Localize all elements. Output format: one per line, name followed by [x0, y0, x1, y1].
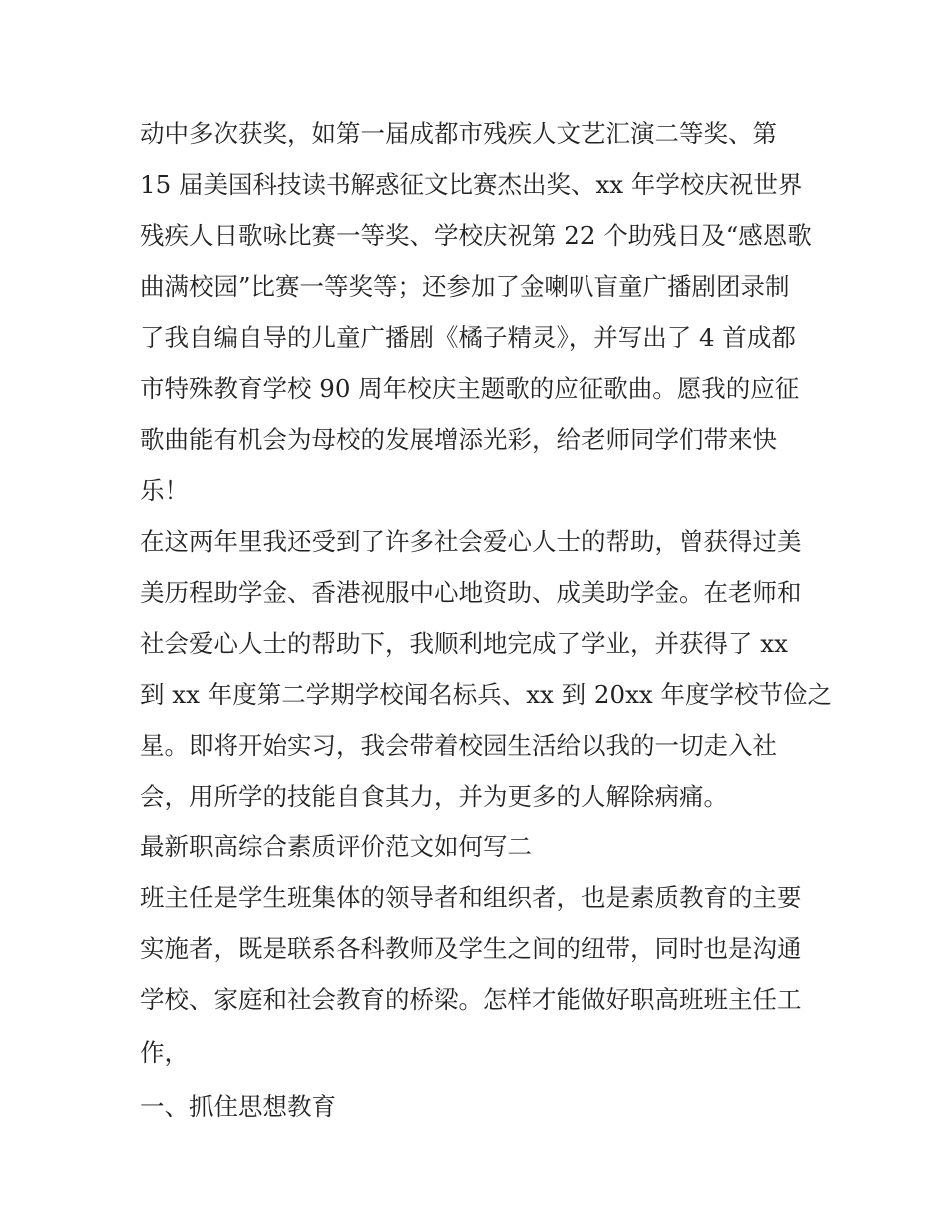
- text-line: 乐！: [140, 476, 189, 505]
- text-line: 在这两年里我还受到了许多社会爱心人士的帮助，曾获得过美: [140, 527, 802, 556]
- text-line: 美历程助学金、香港视服中心地资助、成美助学金。在老师和: [140, 578, 802, 607]
- subsection-title: 一、抓住思想教育: [140, 1092, 336, 1121]
- text-line: 作，: [140, 1038, 189, 1067]
- text-line: 社会爱心人士的帮助下，我顺利地完成了学业，并获得了 xx: [140, 629, 788, 658]
- text-line: 残疾人日歌咏比赛一等奖、学校庆祝第 22 个助残日及“感恩歌: [140, 221, 812, 250]
- text-line: 动中多次获奖，如第一届成都市残疾人文艺汇演二等奖、第: [140, 119, 777, 148]
- section-heading: 最新职高综合素质评价范文如何写二: [140, 832, 532, 861]
- text-line: 实施者，既是联系各科教师及学生之间的纽带，同时也是沟通: [140, 934, 802, 963]
- text-line: 了我自编自导的儿童广播剧《橘子精灵》，并写出了 4 首成都: [140, 323, 796, 352]
- text-line: 到 xx 年度第二学期学校闻名标兵、xx 到 20xx 年度学校节俭之: [140, 680, 833, 709]
- text-line: 班主任是学生班集体的领导者和组织者，也是素质教育的主要: [140, 883, 802, 912]
- text-line: 歌曲能有机会为母校的发展增添光彩，给老师同学们带来快: [140, 425, 777, 454]
- text-line: 曲满校园”比赛一等奖等；还参加了金喇叭盲童广播剧团录制: [140, 272, 790, 301]
- text-line: 市特殊教育学校 90 周年校庆主题歌的应征歌曲。愿我的应征: [140, 374, 800, 403]
- document-body: [140, 108, 833, 1132]
- text-line: 学校、家庭和社会教育的桥梁。怎样才能做好职高班班主任工: [140, 985, 802, 1014]
- paragraph-support: [140, 516, 833, 822]
- text-line: 星。即将开始实习，我会带着校园生活给以我的一切走入社: [140, 731, 777, 760]
- paragraph-awards: [140, 108, 820, 516]
- text-line: 会，用所学的技能自食其力，并为更多的人解除病痛。: [140, 782, 728, 811]
- text-line: 15 届美国科技读书解惑征文比赛杰出奖、xx 年学校庆祝世界: [140, 170, 803, 199]
- paragraph-class-teacher: [140, 872, 820, 1081]
